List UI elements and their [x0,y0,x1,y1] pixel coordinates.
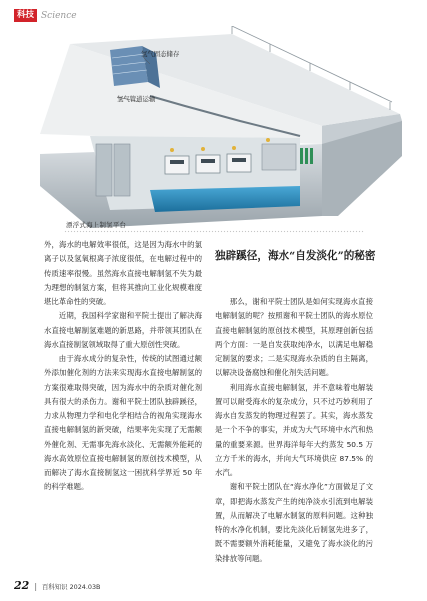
platform-illustration [0,26,427,234]
publication-info: 百科知识 2024.03B [42,583,101,591]
paragraph: 利用海水直接电解制氢，并不意味着电解装置可以耐受海水的复杂成分，只不过巧妙利用了海水自发蒸发的物理过程罢了。其实，海水蒸发是一个不争的事实，并成为大气环境中水汽和热量的重要来源。世界海洋每年大约蒸发 50.5 万立方千米的海水，并向大气环境供应 87.5% 的水汽。 [215,382,373,477]
left-column [44,238,202,495]
footer-separator: | [34,582,38,591]
paragraph: 谢和平院士团队在“海水净化”方面做足了文章，即把海水蒸发产生的纯净淡水引流到电解装置，从而解决了电解水制氢的原料问题。这种独特的水净化机制，要比先淡化后制氢先进多了，既不需要额外消耗能量，又避免了海水淡化的污染排放等问题。 [215,482,373,563]
section-header [14,9,77,22]
compressor [262,144,296,170]
right-column [215,295,373,566]
section-heading: 独辟蹊径，海水“自发淡化”的秘密 [215,250,376,262]
callout-storage: 氢气固态储存 [141,50,180,58]
paragraph: 由于海水成分的复杂性，传统的试图通过额外添加催化剂的方法来实现海水直接电解制氢的方案很难取得突破，因为海水中的杂质对催化剂具有很大的杀伤力。谢和平院士团队独辟蹊径，力求从物理力学和电化学相结合的视角实现海水直接电解制氢的新突破，结果率先实现了无需额外催化剂、无需事先海水淡化、无需额外能耗的海水高效原位直接电解制氢的原创技术模型，从而解决了海水直接制氢这一困扰科学界近 50 年的科学难题。 [44,354,202,492]
paragraph: 近期，我国科学家谢和平院士提出了解决海水直接电解制氢难题的新思路，并带领其团队在海水直接制氢领域取得了重大原创性突破。 [44,311,202,349]
figure-caption: 漂浮式海上制氢平台 [66,221,127,229]
callout-transport: 氢气管道运输 [117,95,156,103]
paragraph: 那么，谢和平院士团队是如何实现海水直接电解制氢的呢？按照谢和平院士团队的海水原位直接电解制氢的原创技术模型，其原理创新包括两个方面：一是自发获取纯净水，以满足电解稳定制氢的要求；二是实现海水杂质的自主隔离，以解决设备腐蚀和催化剂失活问题。 [215,297,373,378]
footer [14,579,100,592]
paragraph: 外，海水的电解效率很低，这是因为海水中的氯离子以及氢氧根离子浓度很低，在电解过程中的传质速率很慢。虽然海水直接电解制氢不失为最为理想的制氢方案，但将其推向工业化规模难度堪比革命性的突破。 [44,240,202,306]
section-label-en: Science [41,10,77,21]
caption-divider [64,230,364,233]
page-number: 22 [14,579,30,592]
section-badge: 科技 [14,9,37,22]
